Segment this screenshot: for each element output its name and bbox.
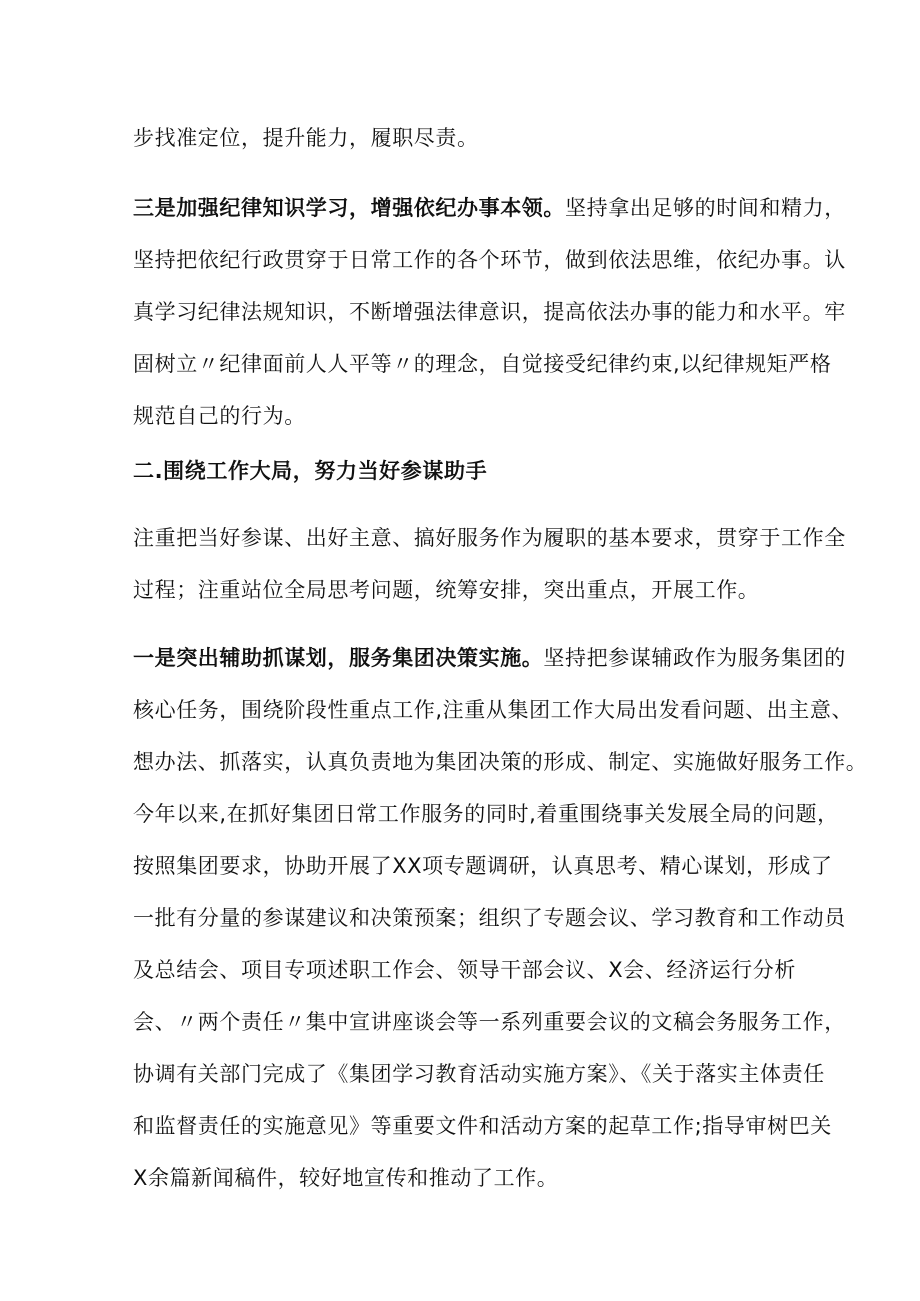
text-line [133,632,846,684]
text-line: 步找准定位，提升能力，履职尽责。 [133,126,479,150]
text-line: 固树立〃纪律面前人人平等〃的理念，自觉接受纪律约束,以纪律规矩严格 [133,352,832,376]
section-heading [133,445,813,497]
paragraph-discipline-study [133,182,846,442]
text-line [133,182,846,234]
text-line: 注重把当好参谋、出好主意、搞好服务作为履职的基本要求，贯穿于工作全 [133,526,846,550]
text-line: 坚持把依纪行政贯穿于日常工作的各个环节，做到依法思维，依纪办事。认 [133,248,846,272]
text-line: 及总结会、项目专项述职工作会、领导干部会议、X会、经济运行分析 [133,958,796,982]
text-line: 真学习纪律法规知识，不断增强法律意识，提高依法办事的能力和水平。牢 [133,300,846,324]
text-line: 协调有关部门完成了《集团学习教育活动实施方案》、《关于落实主体责任 [133,1062,825,1086]
text-line: X余篇新闻稿件，较好地宣传和推动了工作。 [133,1166,559,1190]
heading-text: 二.围绕工作大局，努力当好参谋助手 [133,459,488,483]
text-span: 坚持拿出足够的时间和精力， [565,196,846,220]
text-line: 规范自己的行为。 [133,404,306,428]
text-line: 今年以来,在抓好集团日常工作服务的同时,着重围绕事关发展全局的问题， [133,802,839,826]
text-line: 按照集团要求，协助开展了XX项专题调研，认真思考、精心谋划，形成了 [133,854,833,878]
paragraph-lead: 一是突出辅助抓谋划，服务集团决策实施。 [133,646,544,670]
text-span: 坚持把参谋辅政作为服务集团的 [543,646,846,670]
text-line: 过程；注重站位全局思考问题，统筹安排，突出重点，开展工作。 [133,578,760,602]
paragraph-intro [133,512,846,616]
paragraph-continuation [133,112,813,164]
text-line: 核心任务，围绕阶段性重点工作,注重从集团工作大局出发看问题、出主意、 [133,698,854,722]
text-line: 想办法、抓落实，认真负责地为集团决策的形成、制定、实施做好服务工作。 [133,750,868,774]
paragraph-lead: 三是加强纪律知识学习，增强依纪办事本领。 [133,196,565,220]
paragraph-planning-support [133,632,868,1204]
text-line: 和监督责任的实施意见》等重要文件和活动方案的起草工作;指导审树巴关 [133,1114,832,1138]
text-line: 一批有分量的参谋建议和决策预案；组织了专题会议、学习教育和工作动员 [133,906,846,930]
text-line: 会、〃两个责任〃集中宣讲座谈会等一系列重要会议的文稿会务服务工作， [133,1010,846,1034]
